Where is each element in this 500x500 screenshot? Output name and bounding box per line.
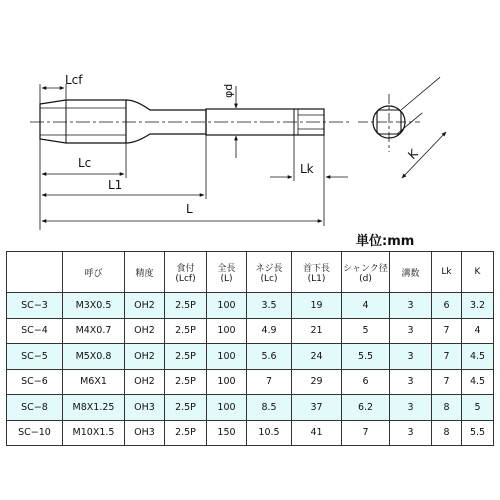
table-row: [7, 420, 494, 446]
table-cell: M4X0.7: [63, 318, 125, 344]
lk-label: Lk: [300, 162, 314, 176]
header-cell: 首下長 (L1): [292, 252, 342, 293]
header-cell: 食付 (Lcf): [165, 252, 207, 293]
table-cell: 5: [462, 395, 494, 421]
table-cell: 3: [390, 318, 432, 344]
table-cell: OH3: [125, 420, 165, 446]
table-cell: M10X1.5: [63, 420, 125, 446]
table-cell: 2.5P: [165, 369, 207, 395]
phi-d-label: φd: [222, 83, 235, 98]
table-row: [7, 318, 494, 344]
spec-table: [6, 251, 494, 446]
model-cell: SC−4: [7, 318, 63, 344]
table-cell: 100: [207, 293, 247, 319]
table-cell: 4: [342, 293, 390, 319]
table-cell: 8: [432, 395, 462, 421]
table-cell: 100: [207, 369, 247, 395]
table-cell: 3.2: [462, 293, 494, 319]
table-cell: 19: [292, 293, 342, 319]
table-cell: M8X1.25: [63, 395, 125, 421]
table-cell: 5.5: [462, 420, 494, 446]
table-cell: 5: [342, 318, 390, 344]
table-cell: 24: [292, 344, 342, 370]
header-cell: 精度: [125, 252, 165, 293]
header-cell: シャンク径 (d): [342, 252, 390, 293]
tap-neck: [126, 100, 206, 143]
table-cell: 4.9: [247, 318, 292, 344]
table-row: [7, 395, 494, 421]
header-cell: 全長 (L): [207, 252, 247, 293]
table-cell: 7: [432, 318, 462, 344]
model-cell: SC−3: [7, 293, 63, 319]
table-cell: 3: [390, 420, 432, 446]
table-cell: 8.5: [247, 395, 292, 421]
table-cell: 3: [390, 344, 432, 370]
table-cell: 10.5: [247, 420, 292, 446]
table-cell: 6: [342, 369, 390, 395]
tap-dimension-drawing: [0, 0, 500, 240]
header-cell: [7, 252, 63, 293]
table-cell: 29: [292, 369, 342, 395]
table-cell: 100: [207, 318, 247, 344]
table-cell: OH3: [125, 395, 165, 421]
table-cell: OH2: [125, 318, 165, 344]
table-cell: 100: [207, 344, 247, 370]
table-cell: 150: [207, 420, 247, 446]
table-cell: M6X1: [63, 369, 125, 395]
tap-thread-section: [40, 100, 126, 143]
model-cell: SC−6: [7, 369, 63, 395]
k-label: K: [405, 146, 421, 163]
table-cell: 2.5P: [165, 395, 207, 421]
k-extension-2: [401, 77, 440, 110]
table-header-row: [7, 252, 494, 293]
table-cell: 2.5P: [165, 293, 207, 319]
table-cell: 8: [432, 420, 462, 446]
table-cell: 2.5P: [165, 318, 207, 344]
table-row: [7, 293, 494, 319]
table-cell: 5.6: [247, 344, 292, 370]
table-cell: 6: [432, 293, 462, 319]
table-cell: 7: [432, 369, 462, 395]
table-cell: 2.5P: [165, 420, 207, 446]
l1-label: L1: [108, 178, 123, 192]
table-cell: 4.5: [462, 344, 494, 370]
table-cell: 100: [207, 395, 247, 421]
table-cell: 3: [390, 395, 432, 421]
header-cell: Lk: [432, 252, 462, 293]
header-cell: K: [462, 252, 494, 293]
table-cell: OH2: [125, 293, 165, 319]
table-cell: 21: [292, 318, 342, 344]
table-cell: 7: [432, 344, 462, 370]
model-cell: SC−8: [7, 395, 63, 421]
model-cell: SC−5: [7, 344, 63, 370]
l-label: L: [186, 202, 193, 216]
table-cell: 3: [390, 369, 432, 395]
unit-label: 単位:mm: [356, 234, 415, 249]
table-cell: 41: [292, 420, 342, 446]
header-cell: 溝数: [390, 252, 432, 293]
table-cell: 5.5: [342, 344, 390, 370]
lc-label: Lc: [78, 156, 92, 170]
table-row: [7, 344, 494, 370]
table-cell: 7: [342, 420, 390, 446]
table-cell: 4.5: [462, 369, 494, 395]
table-cell: 37: [292, 395, 342, 421]
table-row: [7, 369, 494, 395]
table-cell: OH2: [125, 344, 165, 370]
table-cell: M5X0.8: [63, 344, 125, 370]
header-cell: ネジ長 (Lc): [247, 252, 292, 293]
table-cell: OH2: [125, 369, 165, 395]
table-cell: 4: [462, 318, 494, 344]
table-cell: 7: [247, 369, 292, 395]
table-cell: M3X0.5: [63, 293, 125, 319]
table-cell: 3: [390, 293, 432, 319]
table-cell: 6.2: [342, 395, 390, 421]
table-cell: 2.5P: [165, 344, 207, 370]
model-cell: SC−10: [7, 420, 63, 446]
lcf-label: Lcf: [65, 73, 83, 87]
header-cell: 呼び: [63, 252, 125, 293]
table-cell: 3.5: [247, 293, 292, 319]
